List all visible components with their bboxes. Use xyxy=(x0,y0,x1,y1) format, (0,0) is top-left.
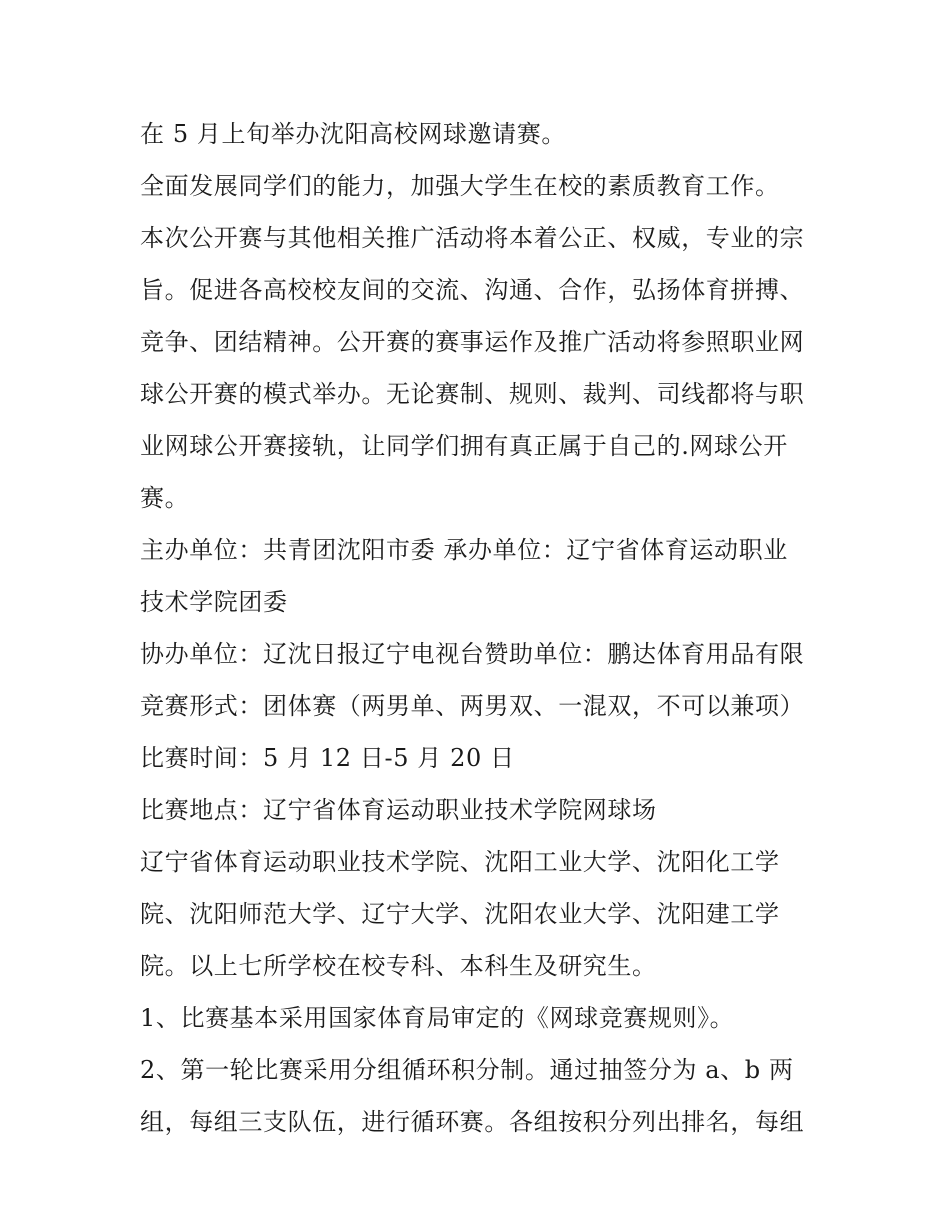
competition-venue-line: 比赛地点：辽宁省体育运动职业技术学院网球场 xyxy=(140,796,657,824)
document-body xyxy=(140,108,820,1148)
participants-line: 院、沈阳师范大学、辽宁大学、沈阳农业大学、沈阳建工学 xyxy=(140,900,780,928)
text-line: 球公开赛的模式举办。无论赛制、规则、裁判、司线都将与职 xyxy=(140,380,805,408)
text-line: 本次公开赛与其他相关推广活动将本着公正、权威，专业的宗 xyxy=(140,224,805,252)
text-line: 全面发展同学们的能力，加强大学生在校的素质教育工作。 xyxy=(140,172,780,200)
text-line: 竞争、团结精神。公开赛的赛事运作及推广活动将参照职业网 xyxy=(140,328,805,356)
rule-item: 组，每组三支队伍，进行循环赛。各组按积分列出排名，每组 xyxy=(140,1108,805,1136)
rule-item: 2、第一轮比赛采用分组循环积分制。通过抽签分为 a、b 两 xyxy=(140,1056,794,1084)
text-line: 赛。 xyxy=(140,484,190,512)
competition-time-line: 比赛时间：5 月 12 日-5 月 20 日 xyxy=(140,744,515,772)
co-organizer-line: 协办单位：辽沈日报辽宁电视台赞助单位：鹏达体育用品有限 xyxy=(140,640,805,668)
text-line: 业网球公开赛接轨，让同学们拥有真正属于自己的.网球公开 xyxy=(140,432,788,460)
text-line: 旨。促进各高校校友间的交流、沟通、合作，弘扬体育拼搏、 xyxy=(140,276,805,304)
organizer-line: 主办单位：共青团沈阳市委 承办单位：辽宁省体育运动职业 xyxy=(140,536,788,564)
participants-line: 辽宁省体育运动职业技术学院、沈阳工业大学、沈阳化工学 xyxy=(140,848,780,876)
text-line: 在 5 月上旬举办沈阳高校网球邀请赛。 xyxy=(140,120,566,148)
participants-line: 院。以上七所学校在校专科、本科生及研究生。 xyxy=(140,952,657,980)
rule-item: 1、比赛基本采用国家体育局审定的《网球竞赛规则》。 xyxy=(140,1004,735,1032)
organizer-line: 技术学院团委 xyxy=(140,588,288,616)
competition-format-line: 竞赛形式：团体赛（两男单、两男双、一混双，不可以兼项） xyxy=(140,692,805,720)
